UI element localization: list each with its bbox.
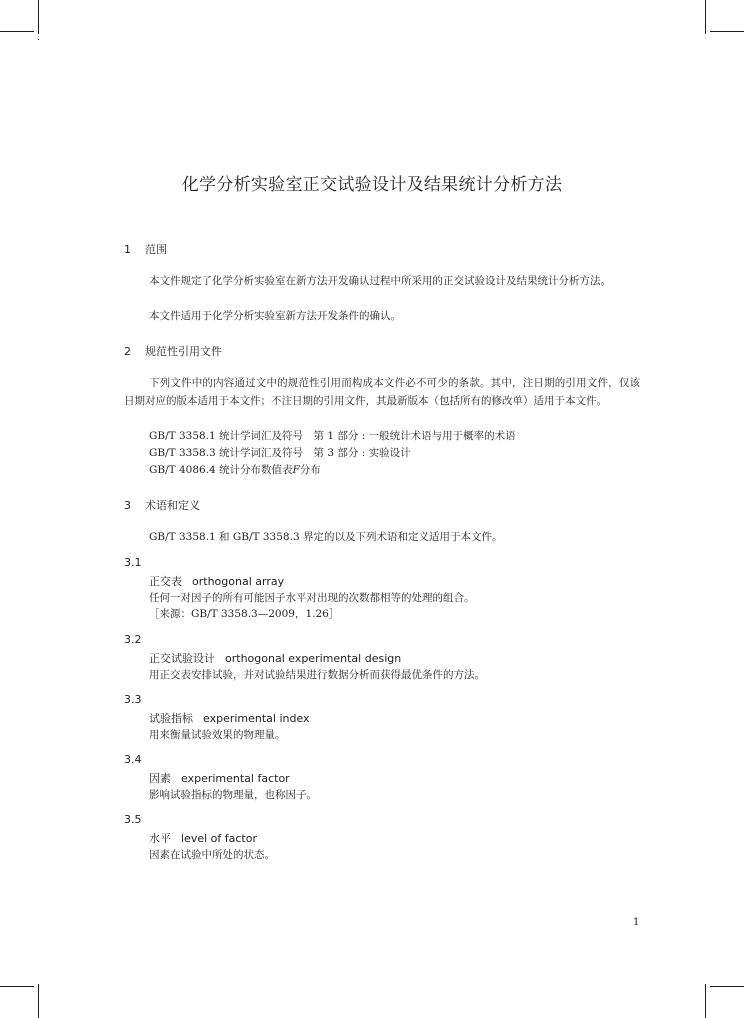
reference-code: GB/T 4086.4 — [149, 464, 216, 476]
term-source: ［来源：GB/T 3358.3—2009，1.26］ — [149, 608, 340, 620]
reference-title-italic: F — [292, 464, 300, 476]
reference-code: GB/T 3358.3 — [149, 447, 216, 459]
term-number: 3.5 — [124, 813, 142, 826]
term-number: 3.2 — [124, 633, 142, 646]
section-heading-normative-references — [124, 343, 222, 359]
terms-intro: GB/T 3358.1 和 GB/T 3358.3 界定的以及下列术语和定义适用于本文件。 — [149, 531, 503, 543]
scope-paragraph-1: 本文件规定了化学分析实验室在新方法开发确认过程中所采用的正交试验设计及结果统计分析方法。 — [149, 275, 611, 287]
term-entry — [149, 770, 290, 786]
section-title: 规范性引用文件 — [145, 345, 222, 358]
term-english: experimental factor — [181, 772, 290, 785]
term-english: experimental index — [203, 712, 310, 725]
section-title: 术语和定义 — [145, 499, 200, 512]
section-title: 范围 — [145, 243, 167, 256]
section-number: 3 — [124, 499, 131, 512]
term-definition: 用来衡量试验效果的物理量。 — [149, 729, 286, 741]
section-heading-scope — [124, 241, 167, 257]
scope-paragraph-2: 本文件适用于化学分析实验室新方法开发条件的确认。 — [149, 310, 401, 322]
term-definition: 因素在试验中所处的状态。 — [149, 849, 275, 861]
section-number: 1 — [124, 243, 131, 256]
page-number: 1 — [633, 917, 640, 928]
reference-item — [149, 462, 321, 477]
term-number: 3.3 — [124, 693, 142, 706]
term-chinese: 正交试验设计 — [149, 652, 215, 665]
reference-title-pre: 统计分布数值表 — [219, 464, 293, 476]
term-entry — [149, 650, 401, 666]
term-english: orthogonal experimental design — [225, 652, 402, 665]
reference-title: 统计学词汇及符号 第 1 部分 : 一般统计术语与用于概率的术语 — [219, 430, 516, 442]
references-paragraph: 下列文件中的内容通过文中的规范性引用而构成本文件必不可少的条款。其中，注日期的引用文件，仅该日期对应的版本适用于本文件；不注日期的引用文件，其最新版本（包括所有的修改单）适用于本文件。 — [124, 377, 640, 407]
term-definition: 用正交表安排试验，并对试验结果进行数据分析而获得最优条件的方法。 — [149, 669, 485, 681]
term-chinese: 正交表 — [149, 575, 182, 588]
term-chinese: 试验指标 — [149, 712, 193, 725]
reference-title: 统计学词汇及符号 第 3 部分 : 实验设计 — [219, 447, 411, 459]
term-english: level of factor — [181, 832, 257, 845]
term-definition: 任何一对因子的所有可能因子水平对出现的次数都相等的处理的组合。 — [149, 592, 475, 604]
term-entry — [149, 830, 257, 846]
reference-code: GB/T 3358.1 — [149, 430, 216, 442]
term-number: 3.4 — [124, 753, 142, 766]
document-title: 化学分析实验室正交试验设计及结果统计分析方法 — [181, 175, 563, 195]
reference-title-post: 分布 — [299, 464, 321, 476]
term-chinese: 水平 — [149, 832, 171, 845]
term-chinese: 因素 — [149, 772, 171, 785]
section-heading-terms-and-definitions — [124, 497, 200, 513]
section-number: 2 — [124, 345, 131, 358]
term-english: orthogonal array — [192, 575, 285, 588]
reference-item — [149, 428, 516, 443]
reference-item — [149, 445, 411, 460]
term-number: 3.1 — [124, 556, 142, 569]
term-entry — [149, 710, 310, 726]
term-definition: 影响试验指标的物理量，也称因子。 — [149, 789, 317, 801]
term-entry — [149, 573, 284, 589]
